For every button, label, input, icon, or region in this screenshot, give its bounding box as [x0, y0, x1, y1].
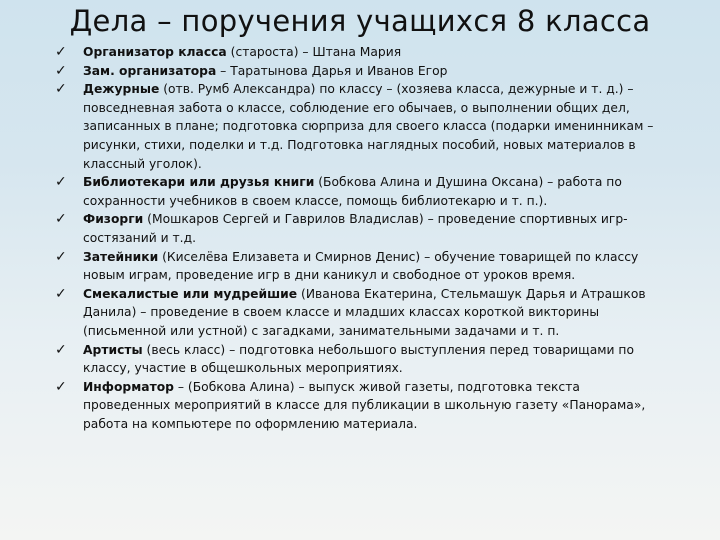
item-role: Библиотекари или друзья книги [83, 175, 315, 190]
list-item [55, 173, 670, 210]
checkmark-icon: ✓ [55, 211, 67, 228]
checkmark-icon: ✓ [55, 285, 67, 302]
item-text: (Киселёва Елизавета и Смирнов Денис) – обучение товарищей по классу новым играм, проведение игр в дни каникул и свободное от уроков время. [83, 249, 639, 283]
item-role: Затейники [83, 249, 159, 264]
list-item [55, 248, 670, 285]
duties-list [55, 43, 670, 433]
item-text: – Таратынова Дарья и Иванов Егор [216, 63, 448, 78]
item-text: (отв. Румб Александра) по классу – (хозяева класса, дежурные и т. д.) – повседневная забота о классе, соблюдение его обычаев, о выполнении общих дел, записанных в плане; подготовка сюрприза для своего класса (подарки именинникам – рисунки, стихи, поделки и т.д. Подготовка наглядных пособий, новых материалов в классный уголок). [83, 82, 654, 171]
item-role: Информатор [83, 379, 174, 394]
checkmark-icon: ✓ [55, 248, 67, 265]
list-item [55, 62, 670, 81]
checkmark-icon: ✓ [55, 81, 67, 98]
item-text: (Мошкаров Сергей и Гаврилов Владислав) – проведение спортивных игр-состязаний и т.д. [83, 212, 628, 245]
item-text: – (Бобкова Алина) – выпуск живой газеты, подготовка текста проведенных мероприятий в классе для публикации в школьную газету «Панорама», работа на компьютере по оформлению материала. [83, 379, 646, 431]
list-item [55, 378, 670, 434]
checkmark-icon: ✓ [55, 174, 67, 191]
slide-title: Дела – поручения учащихся 8 класса [69, 4, 651, 38]
item-text: (староста) – Штана Мария [226, 45, 402, 59]
checkmark-icon: ✓ [55, 44, 67, 60]
list-item [55, 285, 670, 341]
item-role: Смекалистые или мудрейшие [83, 286, 298, 301]
item-role: Зам. организатора [83, 63, 217, 78]
checkmark-icon: ✓ [55, 378, 67, 395]
list-item [55, 80, 670, 173]
item-text: (весь класс) – подготовка небольшого выступления перед товарищами по классу, участие в общешкольных мероприятиях. [83, 342, 634, 376]
checkmark-icon: ✓ [55, 341, 67, 358]
item-text: (Бобкова Алина и Душина Оксана) – работа по сохранности учебников в своем классе, помощь библиотекарю и т. п.). [83, 175, 622, 208]
checkmark-icon: ✓ [55, 62, 67, 79]
list-item [55, 341, 670, 378]
item-role: Физорги [83, 212, 144, 227]
item-text: (Иванова Екатерина, Стельмашук Дарья и Атрашков Данила) – проведение в своем классе и младших классах короткой викторины (письменной или устной) с загадками, занимательными задачами и т. п. [83, 286, 646, 338]
item-role: Дежурные [83, 82, 160, 97]
item-role: Организатор класса [83, 45, 227, 59]
list-item [55, 43, 670, 62]
list-item [55, 210, 670, 247]
item-role: Артисты [83, 342, 143, 357]
